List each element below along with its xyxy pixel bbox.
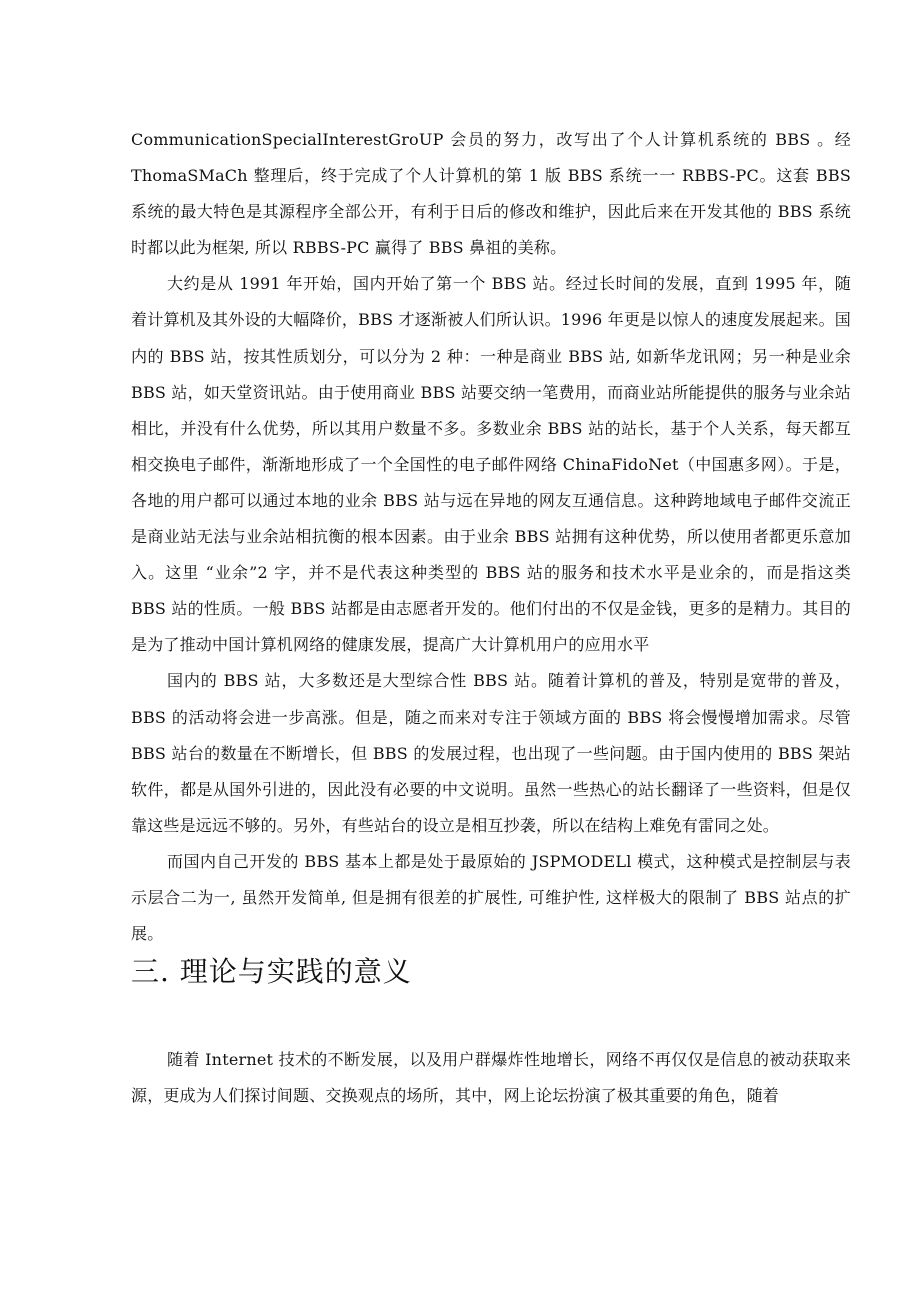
- document-page: [131, 122, 851, 1114]
- paragraph-domestic-bbs-history: 大约是从 1991 年开始，国内开始了第一个 BBS 站。经过长时间的发展，直到 1995 年，随着计算机及其外设的大幅降价，BBS 才逐渐被人们所认识。1996 年更是以惊人的速度发展起来。国内的 BBS 站，按其性质划分，可以分为 2 种：一种是商业 BBS 站, 如新华龙讯网；另一种是业余 BBS 站，如天堂资讯站。由于使用商业 BBS 站要交纳一笔费用，而商业站所能提供的服务与业余站相比，并没有什么优势，所以其用户数量不多。多数业余 BBS 站的站长，基于个人关系，每天都互相交换电子邮件，渐渐地形成了一个全国性的电子邮件网络 ChinaFidoNet（中国惠多网）。于是，各地的用户都可以通过本地的业余 BBS 站与远在异地的网友互通信息。这种跨地域电子邮件交流正是商业站无法与业余站相抗衡的根本因素。由于业余 BBS 站拥有这种优势，所以使用者都更乐意加入。这里 “业余”2 字，并不是代表这种类型的 BBS 站的服务和技术水平是业余的，而是指这类 BBS 站的性质。一般 BBS 站都是由志愿者开发的。他们付出的不仅是金钱，更多的是精力。其目的是为了推动中国计算机网络的健康发展，提高广大计算机用户的应用水平: [131, 274, 851, 655]
- paragraph-jsp-model: 而国内自己开发的 BBS 基本上都是处于最原始的 JSPMODELl 模式，这种模式是控制层与表示层合二为一, 虽然开发简单, 但是拥有很差的扩展性, 可维护性, 这样极大的限制了 BBS 站点的扩展。: [131, 851, 851, 944]
- paragraph-significance: 随着 Internet 技术的不断发展，以及用户群爆炸性地增长，网络不再仅仅是信息的被动获取来源，更成为人们探讨间题、交换观点的场所，其中，网上论坛扮演了极其重要的角色，随着: [131, 1050, 851, 1106]
- section-heading: 三. 理论与实践的意义: [131, 955, 412, 989]
- paragraph-bbs-problems: 国内的 BBS 站，大多数还是大型综合性 BBS 站。随着计算机的普及，特别是宽带的普及，BBS 的活动将会进一步高涨。但是，随之而来对专注于领域方面的 BBS 将会慢慢增加需求。尽管 BBS 站台的数量在不断增长，但 BBS 的发展过程，也出现了一些问题。由于国内使用的 BBS 架站软件，都是从国外引进的，因此没有必要的中文说明。虽然一些热心的站长翻译了一些资料，但是仅靠这些是远远不够的。另外，有些站台的设立是相互抄袭，所以在结构上难免有雷同之处。: [131, 671, 851, 835]
- paragraph-rbbs-origin: CommunicationSpecialInterestGroUP 会员的努力，改写出了个人计算机系统的 BBS 。经ThomaSMaCh 整理后，终于完成了个人计算机的第 1 版 BBS 系统一一 RBBS-PC。这套 BBS 系统的最大特色是其源程序全部公开，有利于日后的修改和维护，因此后来在开发其他的 BBS 系统时都以此为框架, 所以 RBBS-PC 赢得了 BBS 鼻祖的美称。: [131, 130, 851, 258]
